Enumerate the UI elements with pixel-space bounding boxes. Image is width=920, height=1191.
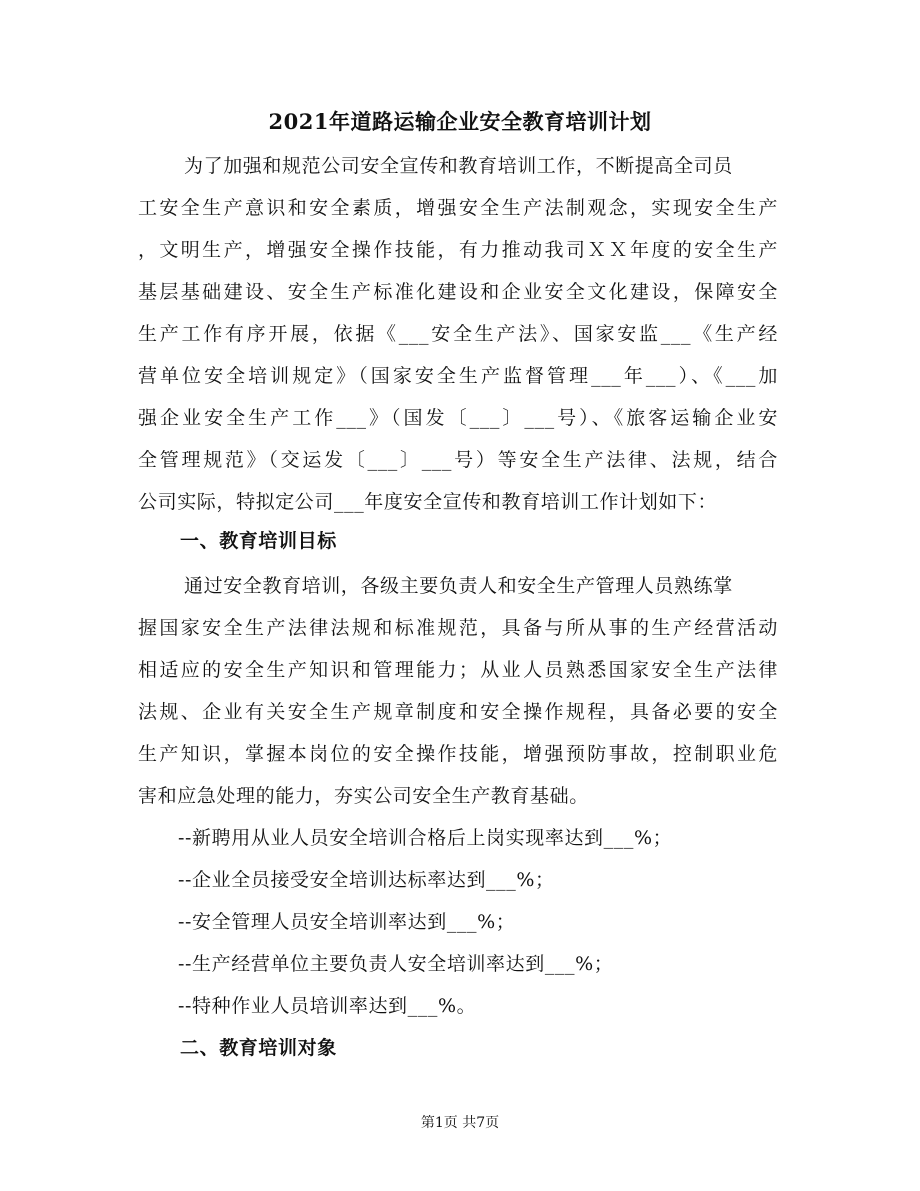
intro-line-1: 为了加强和规范公司安全宣传和教育培训工作，不断提高全司员 [184, 155, 733, 177]
section-1-line-4: 法规、企业有关安全生产规章制度和安全操作规程，具备必要的安全 [138, 701, 778, 723]
section-1-line-5: 生产知识，掌握本岗位的安全操作技能，增强预防事故，控制职业危 [138, 743, 778, 765]
document-title: 2021年道路运输企业安全教育培训计划 [268, 109, 652, 134]
target-item-1: --新聘用从业人员安全培训合格后上岗实现率达到___%； [178, 827, 673, 849]
intro-line-8: 全管理规范》（交运发〔___〕___号）等安全生产法律、法规，结合 [138, 449, 778, 471]
intro-line-2: 工安全生产意识和安全素质，增强安全生产法制观念，实现安全生产 [138, 197, 778, 219]
target-item-5: --特种作业人员培训率达到___%。 [178, 995, 477, 1017]
target-item-2: --企业全员接受安全培训达标率达到___%； [178, 869, 555, 891]
section-1-line-3: 相适应的安全生产知识和管理能力；从业人员熟悉国家安全生产法律 [138, 659, 778, 681]
section-1-line-6: 害和应急处理的能力，夯实公司安全生产教育基础。 [138, 785, 589, 807]
intro-line-4: 基层基础建设、安全生产标准化建设和企业安全文化建设，保障安全 [138, 281, 778, 303]
section-2-heading: 二、教育培训对象 [180, 1037, 337, 1059]
target-item-3: --安全管理人员安全培训率达到___%； [178, 911, 516, 933]
intro-line-6: 营单位安全培训规定》（国家安全生产监督管理___年___）、《___加 [138, 365, 778, 387]
page-footer: 第1页 共7页 [420, 1115, 500, 1131]
intro-line-7: 强企业安全生产工作___》（国发〔___〕___号）、《旅客运输企业安 [138, 407, 778, 429]
intro-line-5: 生产工作有序开展，依据《___安全生产法》、国家安监___《生产经 [138, 323, 778, 345]
section-1-line-2: 握国家安全生产法律法规和标准规范，具备与所从事的生产经营活动 [138, 617, 778, 639]
intro-line-3: ，文明生产，增强安全操作技能，有力推动我司ＸＸ年度的安全生产 [138, 239, 778, 261]
intro-line-9: 公司实际，特拟定公司___年度安全宣传和教育培训工作计划如下： [138, 491, 718, 513]
target-item-4: --生产经营单位主要负责人安全培训率达到___%； [178, 953, 614, 975]
section-1-line-1: 通过安全教育培训，各级主要负责人和安全生产管理人员熟练掌 [184, 575, 733, 597]
section-1-heading: 一、教育培训目标 [180, 530, 337, 552]
